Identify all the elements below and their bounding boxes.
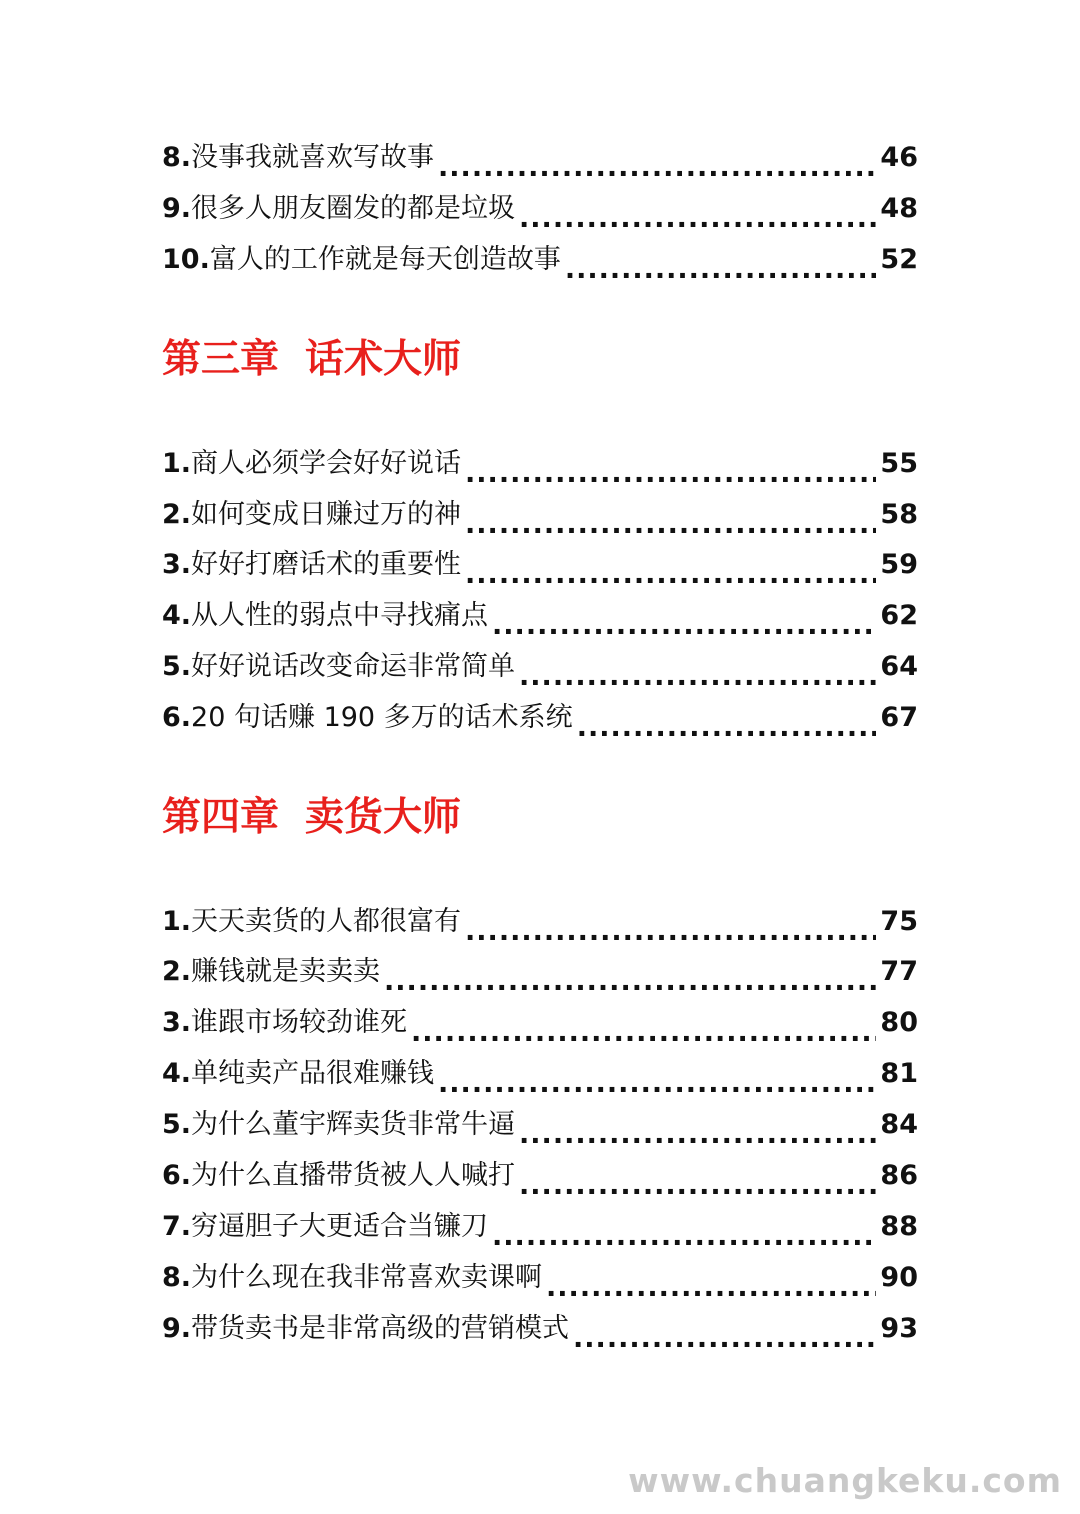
entry-page: 67 xyxy=(880,702,918,733)
entry-number: 9. xyxy=(162,193,192,224)
leader-dots xyxy=(492,606,876,636)
entry-page: 80 xyxy=(880,1007,918,1038)
toc-entry[interactable] xyxy=(162,1156,918,1196)
entry-number: 5. xyxy=(162,651,192,682)
toc-entry[interactable] xyxy=(162,495,918,535)
toc-entry[interactable] xyxy=(162,138,918,178)
leader-dots xyxy=(519,1166,876,1196)
entry-title: 为什么董宇辉卖货非常牛逼 xyxy=(191,1109,516,1140)
leader-dots xyxy=(577,708,877,738)
toc-entry[interactable] xyxy=(162,1309,918,1349)
entry-title: 为什么直播带货被人人喊打 xyxy=(191,1160,516,1191)
toc-entry[interactable] xyxy=(162,596,918,636)
chapter-label: 第三章 xyxy=(162,337,280,382)
toc-entry[interactable] xyxy=(162,1105,918,1145)
leader-dots xyxy=(492,1217,876,1247)
leader-dots xyxy=(573,1319,876,1349)
entry-title: 谁跟市场较劲谁死 xyxy=(191,1007,408,1038)
leader-dots xyxy=(465,555,876,585)
leader-dots xyxy=(546,1268,876,1298)
entry-title: 商人必须学会好好说话 xyxy=(191,448,462,479)
chapter-title: 卖货大师 xyxy=(305,795,462,840)
chapter-title: 话术大师 xyxy=(305,337,462,382)
toc-entry[interactable] xyxy=(162,545,918,585)
leader-dots xyxy=(465,505,876,535)
entry-title: 好好打磨话术的重要性 xyxy=(191,549,462,580)
entry-page: 75 xyxy=(880,906,918,937)
chapter-heading xyxy=(162,792,461,844)
entry-number: 1. xyxy=(162,448,192,479)
watermark: www.chuangkeku.com xyxy=(628,1461,1062,1500)
leader-dots xyxy=(519,657,876,687)
entry-page: 62 xyxy=(880,600,918,631)
entry-number: 6. xyxy=(162,1160,192,1191)
entry-page: 88 xyxy=(880,1211,918,1242)
entry-title: 如何变成日赚过万的神 xyxy=(191,499,462,530)
entry-title: 赚钱就是卖卖卖 xyxy=(191,956,381,987)
entry-page: 81 xyxy=(880,1058,918,1089)
toc-entry[interactable] xyxy=(162,240,918,280)
toc-entry[interactable] xyxy=(162,1207,918,1247)
entry-title: 富人的工作就是每天创造故事 xyxy=(209,244,561,275)
leader-dots xyxy=(465,912,876,942)
entry-title: 没事我就喜欢写故事 xyxy=(191,142,435,173)
entry-page: 84 xyxy=(880,1109,918,1140)
entry-number: 9. xyxy=(162,1313,192,1344)
entry-page: 64 xyxy=(880,651,918,682)
toc-entry[interactable] xyxy=(162,1054,918,1094)
entry-number: 8. xyxy=(162,142,192,173)
toc-entry[interactable] xyxy=(162,698,918,738)
entry-title: 单纯卖产品很难赚钱 xyxy=(191,1058,435,1089)
entry-page: 46 xyxy=(880,142,918,173)
entry-page: 55 xyxy=(880,448,918,479)
leader-dots xyxy=(465,454,876,484)
leader-dots xyxy=(519,1115,876,1145)
toc-entry[interactable] xyxy=(162,647,918,687)
entry-title: 为什么现在我非常喜欢卖课啊 xyxy=(191,1262,543,1293)
entry-number: 7. xyxy=(162,1211,192,1242)
entry-number: 4. xyxy=(162,1058,192,1089)
entry-number: 3. xyxy=(162,1007,192,1038)
leader-dots xyxy=(438,148,876,178)
entry-page: 52 xyxy=(880,244,918,275)
entry-number: 2. xyxy=(162,956,192,987)
chapter-label: 第四章 xyxy=(162,795,280,840)
entry-title: 从人性的弱点中寻找痛点 xyxy=(191,600,489,631)
entry-title: 好好说话改变命运非常简单 xyxy=(191,651,516,682)
chapter-heading xyxy=(162,334,461,386)
entry-page: 86 xyxy=(880,1160,918,1191)
entry-title: 20 句话赚 190 多万的话术系统 xyxy=(191,702,573,733)
entry-page: 58 xyxy=(880,499,918,530)
leader-dots xyxy=(519,199,876,229)
entry-title: 带货卖书是非常高级的营销模式 xyxy=(191,1313,570,1344)
toc-entry[interactable] xyxy=(162,952,918,992)
entry-page: 59 xyxy=(880,549,918,580)
entry-title: 天天卖货的人都很富有 xyxy=(191,906,462,937)
entry-title: 很多人朋友圈发的都是垃圾 xyxy=(191,193,516,224)
leader-dots xyxy=(438,1064,876,1094)
toc-entry[interactable] xyxy=(162,1003,918,1043)
entry-number: 2. xyxy=(162,499,192,530)
leader-dots xyxy=(565,250,877,280)
entry-page: 93 xyxy=(880,1313,918,1344)
entry-page: 48 xyxy=(880,193,918,224)
toc-entry[interactable] xyxy=(162,1258,918,1298)
entry-number: 4. xyxy=(162,600,192,631)
entry-number: 1. xyxy=(162,906,192,937)
entry-number: 3. xyxy=(162,549,192,580)
toc-entry[interactable] xyxy=(162,902,918,942)
entry-number: 10. xyxy=(162,244,210,275)
entry-number: 5. xyxy=(162,1109,192,1140)
entry-page: 77 xyxy=(880,956,918,987)
entry-number: 8. xyxy=(162,1262,192,1293)
entry-number: 6. xyxy=(162,702,192,733)
leader-dots xyxy=(384,962,876,992)
entry-title: 穷逼胆子大更适合当镰刀 xyxy=(191,1211,489,1242)
toc-entry[interactable] xyxy=(162,189,918,229)
entry-page: 90 xyxy=(880,1262,918,1293)
toc-entry[interactable] xyxy=(162,444,918,484)
leader-dots xyxy=(411,1013,876,1043)
